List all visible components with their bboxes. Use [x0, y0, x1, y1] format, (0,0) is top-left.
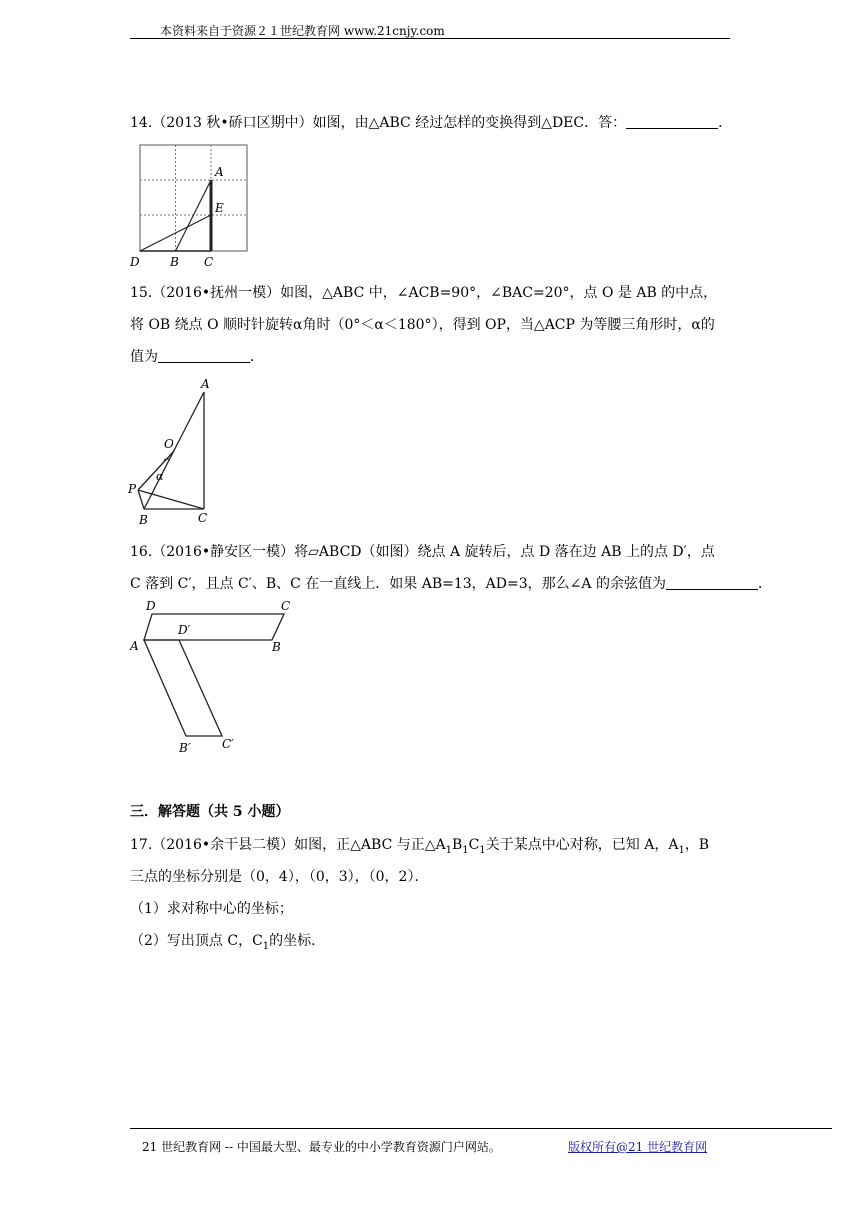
q15-label-B: B: [139, 513, 148, 527]
q16-label-C: C: [281, 599, 291, 613]
q15-line1: 15.（2016•抚州一模）如图，△ABC 中，∠ACB=90°，∠BAC=20°，点 O 是 AB 的中点，: [130, 285, 718, 301]
q17-sub-a1-second: 1: [678, 844, 685, 856]
q16-line2-text: C 落到 C′，且点 C′、B、C 在一直线上．如果 AB=13，AD=3，那么∠A 的余弦值为: [130, 576, 666, 592]
q17-line1-b: B: [452, 837, 463, 853]
q17-line1: [130, 836, 709, 860]
q16-label-B: B: [272, 640, 281, 654]
q14-label-C: C: [204, 255, 214, 269]
q17-line3: （1）求对称中心的坐标；: [130, 901, 293, 917]
q17-line4-a: （2）写出顶点 C，C: [130, 933, 263, 949]
q16-label-D: D: [146, 599, 156, 613]
q15-label-alpha: α: [156, 470, 164, 483]
header-rule: [130, 38, 730, 39]
q14-label-E: E: [215, 201, 224, 215]
q16-answer-blank[interactable]: [666, 575, 758, 590]
q16-end: ．: [757, 576, 772, 592]
q14-figure: [128, 140, 258, 276]
footer-left-text: 21 世纪教育网 -- 中国最大型、最专业的中小学教育资源门户网站。: [142, 1140, 501, 1154]
q17-line1-d: 关于某点中心对称，已知 A，A: [485, 837, 679, 853]
q17-sub-c1-second: 1: [262, 940, 270, 952]
q14-answer-blank[interactable]: [626, 114, 718, 129]
q15-line2: 将 OB 绕点 O 顺时针旋转α角时（0°＜α＜180°），得到 OP，当△ACP 为等腰三角形时，α的: [130, 317, 715, 333]
q15-figure-svg: [124, 376, 224, 532]
q17-line1-e: ，B: [684, 837, 710, 853]
q15-answer-blank[interactable]: [158, 348, 250, 363]
q16-label-A: A: [130, 639, 139, 653]
q16-figure: [124, 596, 304, 770]
q15-end: ．: [250, 349, 264, 365]
q17-line4: [130, 932, 325, 956]
q17-sub-b1: 1: [462, 844, 469, 856]
q14-label-D: D: [130, 255, 140, 269]
q15-label-P: P: [128, 482, 137, 496]
q17-line4-b: 的坐标．: [269, 933, 326, 949]
q17-line1-a: 17.（2016•余干县二模）如图，正△ABC 与正△A: [130, 837, 446, 853]
q16-figure-svg: [124, 596, 304, 766]
q15-line3-text: 值为: [130, 349, 158, 365]
q15-line3: [130, 348, 264, 366]
q15-label-O: O: [164, 437, 174, 451]
footer-rule: [130, 1128, 832, 1129]
q16-line2: [130, 575, 772, 593]
header-text: 本资料来自于资源２１世纪教育网 www.21cnjy.com: [160, 24, 445, 38]
q15-label-A: A: [201, 377, 210, 391]
q16-label-Bprime: B′: [179, 741, 191, 755]
q17-sub-a1: 1: [445, 844, 452, 856]
section-3-title: 三．解答题（共 5 小题）: [130, 804, 290, 820]
q16-label-Dprime: D′: [178, 623, 191, 637]
q14-stem: 14.（2013 秋•硚口区期中）如图，由△ABC 经过怎样的变换得到△DEC．答：: [130, 115, 627, 131]
q14-end: ．: [718, 115, 733, 131]
q14-label-A: A: [215, 165, 224, 179]
q16-line1: 16.（2016•静安区一模）将▱ABCD（如图）绕点 A 旋转后，点 D 落在边 AB 上的点 D′，点: [130, 544, 715, 560]
q16-label-Cprime: C′: [222, 737, 234, 751]
footer-copyright-link[interactable]: 版权所有@21 世纪教育网: [568, 1140, 708, 1154]
q14-label-B: B: [170, 255, 179, 269]
q17-line1-c: C: [468, 837, 480, 853]
q14-figure-svg: [128, 140, 258, 272]
q14-text: [130, 114, 732, 132]
q15-figure: [124, 376, 224, 536]
q15-label-C: C: [198, 511, 208, 525]
q17-line2: 三点的坐标分别是（0，4），（0，3），（0，2）．: [130, 869, 429, 885]
q17-sub-c1: 1: [479, 844, 486, 856]
